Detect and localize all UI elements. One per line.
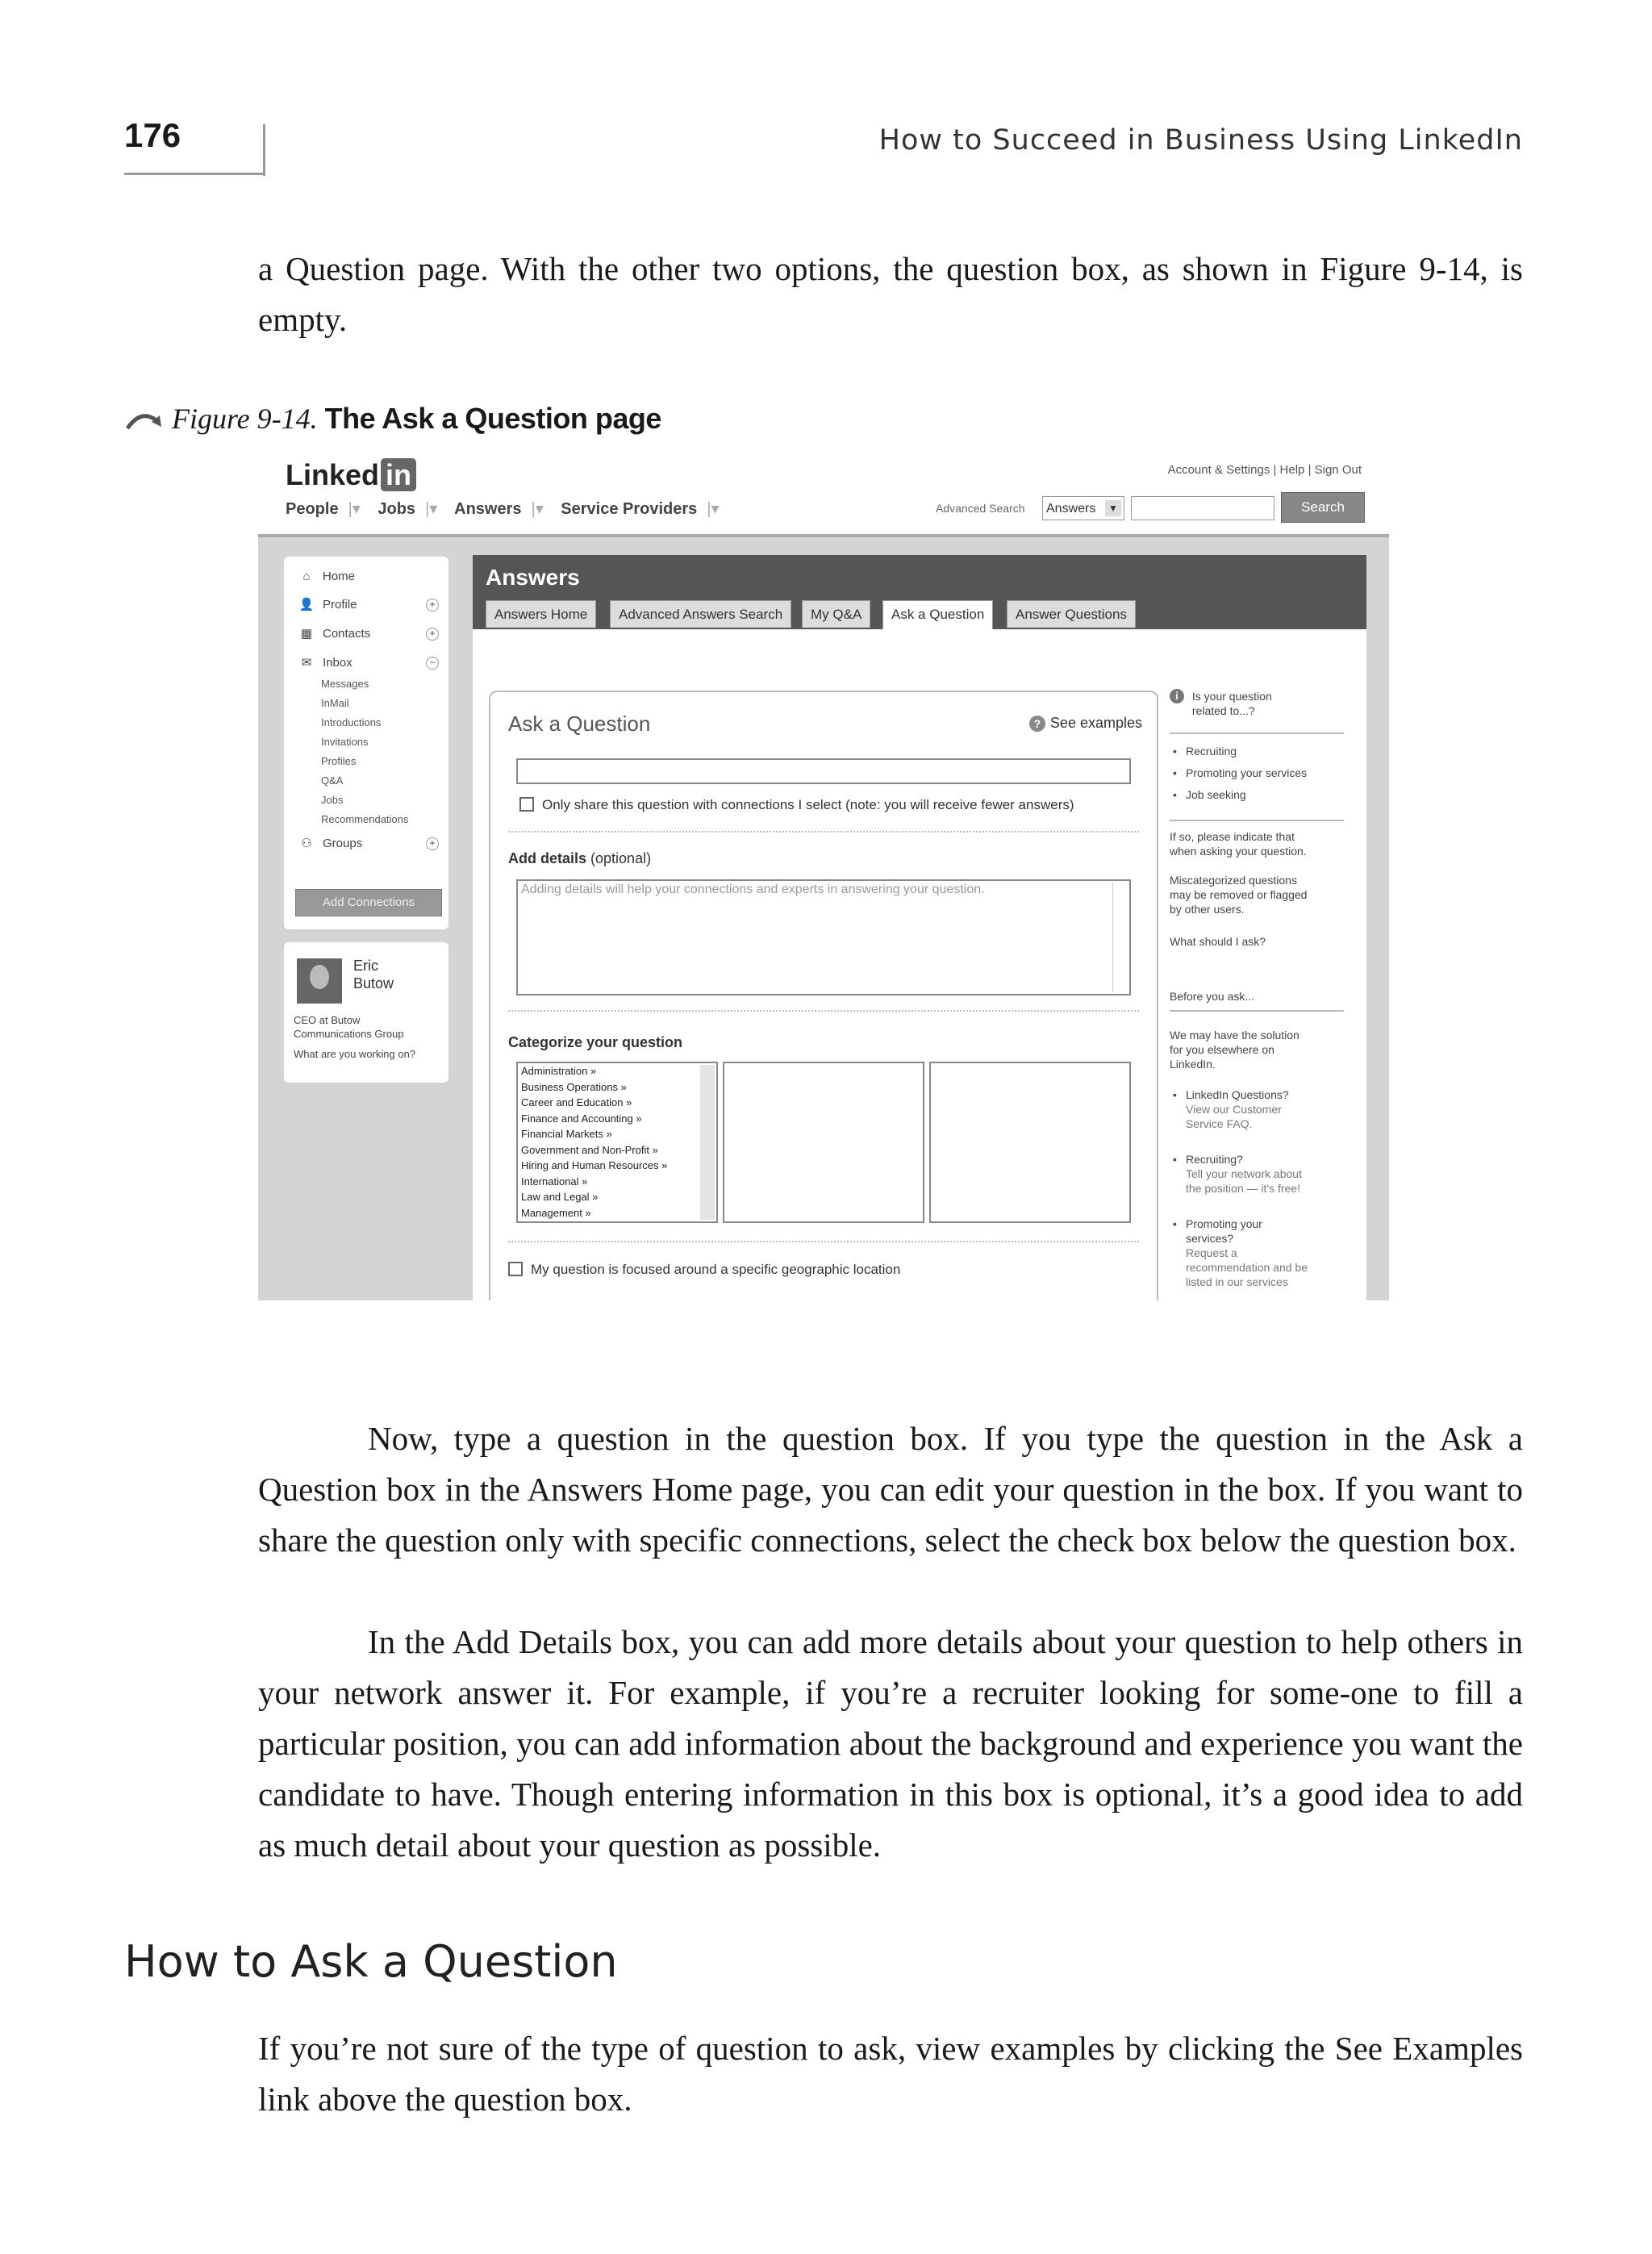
category-item[interactable]: Career and Education » [521,1096,632,1108]
related-list [1170,744,1307,802]
tip-recruiting [1170,1152,1302,1196]
what-should-i-ask-link[interactable]: What should I ask? [1170,935,1266,948]
paragraph-add-details: In the Add Details box, you can add more details about your question to help others in your network answer it. For example, if you’re a recruiter looking for some-one to fill a particular position, you can add information about the background and experience you want the candidate to have. Though entering information in this box is optional, it’s a good idea to add as much detail about your question as possible. [258,1623,1523,1864]
nav-jobs[interactable]: Jobs [378,500,416,518]
page-number: 176 [124,116,181,154]
ask-question-form [489,691,1158,1300]
tip3-title1: • Promoting your [1186,1217,1262,1230]
page-number-rule-vertical [263,124,265,176]
tab-advanced-answers-search[interactable]: Advanced Answers Search [610,600,791,628]
related-item-job-seeking[interactable]: • Job seeking [1170,787,1307,802]
figure-caption [124,402,661,436]
search-scope-value: Answers [1046,502,1096,515]
left-nav-inbox-label: Inbox [323,656,353,670]
logo-text: Linked [286,458,380,491]
left-nav-profile[interactable] [298,597,357,612]
miscat-line3: by other users. [1170,903,1245,916]
profile-last-name: Butow [353,975,394,991]
search-input[interactable] [1131,496,1274,520]
question-input[interactable] [516,758,1131,784]
figure-label: Figure 9-14. [172,403,318,435]
solution-line1: We may have the solution [1170,1029,1299,1041]
running-head: How to Succeed in Business Using LinkedIn [878,124,1523,157]
inbox-profiles[interactable]: Profiles [321,755,357,767]
inbox-invitations[interactable]: Invitations [321,736,369,748]
tip3-title [1170,1217,1308,1246]
account-links[interactable]: Account & Settings | Help | Sign Out [1167,463,1362,477]
solution-line3: LinkedIn. [1170,1058,1216,1071]
tab-answer-questions[interactable]: Answer Questions [1007,600,1136,628]
miscat-line1: Miscategorized questions [1170,874,1297,887]
profile-first-name: Eric [353,958,378,974]
section-heading: How to Ask a Question [124,1936,618,1987]
details-scrollbar[interactable] [1112,883,1128,992]
tip1-line2: Service FAQ. [1186,1117,1253,1130]
subcategory-list[interactable] [723,1062,924,1223]
tip2-title: • Recruiting? [1170,1152,1302,1167]
home-icon: ⌂ [302,570,311,583]
paragraph-type-question: Now, type a question in the question box. If you type the question in the Ask a Question box in the Answers Home page, you can edit your question in the box. If you want to share the question only with specific connections, select the check box below the question box. [258,1420,1523,1559]
category-item[interactable]: Business Operations » [521,1080,627,1093]
left-nav-profile-label: Profile [323,598,357,612]
geo-checkbox[interactable] [508,1262,523,1276]
see-examples-link[interactable] [1029,715,1142,732]
person-icon: 👤 [298,598,315,612]
add-connections-button[interactable]: Add Connections [295,889,442,916]
linkedin-screenshot [258,450,1389,1300]
category-item[interactable]: Hiring and Human Resources » [521,1159,668,1171]
divider [508,1010,1139,1012]
status-prompt[interactable]: What are you working on? [294,1048,416,1060]
subcategory-detail-list[interactable] [929,1062,1131,1223]
tip2-link[interactable] [1170,1167,1302,1196]
expand-profile-icon[interactable]: + [426,599,439,612]
details-textarea[interactable] [516,879,1131,996]
category-item[interactable]: Management » [521,1206,591,1219]
related-line1: Is your question [1191,690,1272,703]
tip3-line3: listed in our services [1186,1275,1288,1288]
inbox-icon: ✉ [301,656,312,670]
nav-service-providers[interactable]: Service Providers [561,500,698,518]
profile-card [284,942,448,1083]
left-nav-groups-label: Groups [323,837,363,850]
collapse-inbox-icon[interactable]: − [426,657,439,670]
related-item-recruiting[interactable]: • Recruiting [1170,744,1307,758]
advanced-search-link[interactable]: Advanced Search [936,502,1025,515]
help-icon: ? [1029,716,1045,732]
miscategorized-note [1170,873,1307,916]
linkedin-logo[interactable] [286,458,416,492]
miscat-line2: may be removed or flagged [1170,888,1308,901]
category-item[interactable]: Financial Markets » [521,1128,612,1140]
tip-linkedin-questions [1170,1087,1289,1131]
tip1-title: • LinkedIn Questions? [1170,1087,1289,1102]
geo-label: My question is focused around a specific geographic location [531,1262,901,1277]
ask-question-title: Ask a Question [508,712,651,736]
tip2-line1: Tell your network about [1186,1167,1302,1180]
intro-paragraph: a Question page. With the other two options, the question box, as shown in Figure 9-14, is empty. [258,250,1523,338]
logo-badge: in [381,458,416,491]
figure-arrow-icon [124,407,165,432]
divider [508,831,1139,833]
category-item[interactable]: Law and Legal » [521,1191,599,1203]
chevron-down-icon: ▼ [1105,500,1121,516]
category-list[interactable] [516,1062,718,1223]
share-checkbox[interactable] [519,797,534,812]
tip-promoting [1170,1217,1308,1289]
left-nav-contacts[interactable] [298,626,370,641]
tip3-line2: recommendation and be [1186,1261,1308,1274]
left-nav-contacts-label: Contacts [323,627,371,641]
info-icon: i [1170,689,1184,703]
page-number-rule-horizontal [124,173,265,175]
add-details-optional: (optional) [590,850,652,866]
search-button[interactable]: Search [1281,492,1365,523]
sidebar-divider [1170,1010,1344,1012]
add-details-text: Add details [508,850,587,866]
tip3-line1: Request a [1186,1246,1237,1259]
left-nav-home-label: Home [323,570,356,583]
indicate-line1: If so, please indicate that [1170,830,1295,843]
answers-title: Answers [486,565,580,590]
sidebar-divider [1170,820,1344,821]
tip1-link[interactable] [1170,1102,1289,1131]
expand-contacts-icon[interactable]: + [426,628,439,641]
paragraph-see-examples: If you’re not sure of the type of question to ask, view examples by clicking the See Examples link above the question box. [258,2030,1523,2118]
category-item[interactable]: International » [521,1175,588,1188]
related-line2: related to...? [1191,704,1255,717]
inbox-qa[interactable]: Q&A [321,774,344,787]
tip3-link[interactable] [1170,1246,1308,1289]
groups-icon: ⚇ [301,837,312,850]
profile-title-line1: CEO at Butow [294,1014,361,1026]
expand-groups-icon[interactable]: + [426,837,439,850]
related-item-promoting[interactable]: • Promoting your services [1170,766,1307,780]
details-placeholder: Adding details will help your connections and experts in answering your question. [521,883,985,896]
inbox-introductions[interactable]: Introductions [321,716,382,728]
solution-line2: for you elsewhere on [1170,1043,1274,1056]
category-item[interactable]: Government and Non-Profit » [521,1143,658,1156]
tab-my-qa[interactable]: My Q&A [802,600,870,628]
search-scope-select[interactable] [1042,496,1124,520]
related-prompt [1170,689,1272,718]
inbox-messages[interactable]: Messages [321,678,369,690]
indicate-line2: when asking your question. [1170,845,1307,858]
left-nav-card [284,557,448,929]
nav-answers[interactable]: Answers [454,500,522,518]
category-scrollbar[interactable] [700,1065,715,1220]
category-item[interactable]: Administration » [521,1065,597,1077]
left-nav-groups[interactable] [298,836,362,850]
inbox-inmail[interactable]: InMail [321,697,349,709]
tip1-line1: View our Customer [1186,1103,1282,1116]
inbox-recommendations[interactable]: Recommendations [321,813,409,825]
tip2-line2: the position — it's free! [1186,1182,1300,1195]
nav-people[interactable]: People [286,500,339,518]
left-nav-inbox[interactable] [298,655,353,670]
geo-option[interactable] [508,1262,900,1278]
category-item[interactable]: Finance and Accounting » [521,1112,642,1125]
divider [508,1241,1139,1242]
profile-name[interactable] [353,957,394,992]
add-details-label [508,850,651,867]
indicate-note [1170,829,1307,858]
share-label: Only share this question with connections I select (note: you will receive fewer answers) [542,797,1074,812]
inbox-jobs[interactable]: Jobs [321,794,344,806]
contacts-icon: ▦ [300,627,313,641]
solution-note [1170,1028,1299,1071]
tip3-title2: services? [1186,1232,1234,1245]
sidebar-divider [1170,733,1344,734]
tab-ask-a-question[interactable]: Ask a Question [882,600,993,629]
profile-title-line2: Communications Group [294,1028,404,1040]
figure-title: The Ask a Question page [324,402,661,435]
top-nav: People |▾ Jobs |▾ Answers |▾ Service Providers |▾ [286,500,720,518]
before-you-ask-heading: Before you ask... [1170,990,1255,1003]
avatar[interactable] [297,958,342,1004]
see-examples-label: See examples [1049,715,1142,731]
share-option[interactable] [519,797,1074,813]
tab-answers-home[interactable]: Answers Home [486,600,596,628]
left-nav-home[interactable] [298,570,355,583]
categorize-label: Categorize your question [508,1034,683,1050]
